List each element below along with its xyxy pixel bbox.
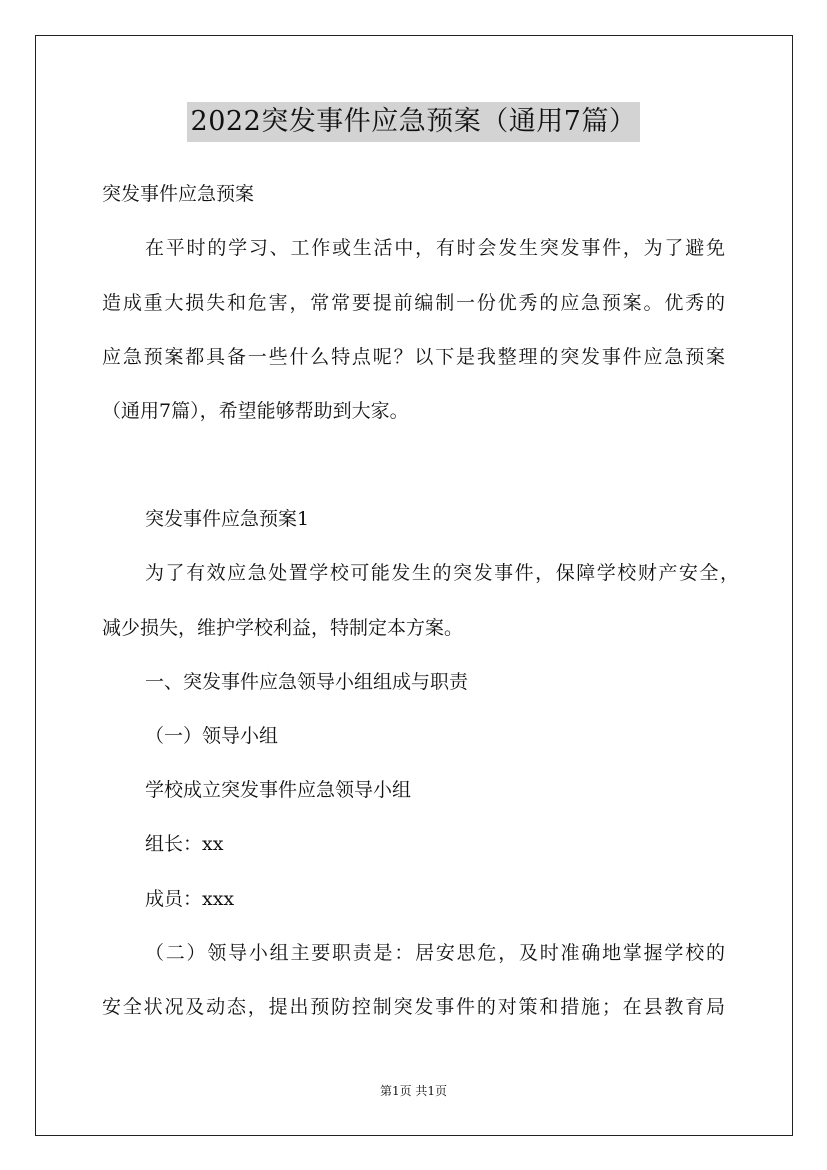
page-footer: 第1页 共1页	[379, 1084, 448, 1098]
section-para-line-2: 减少损失，维护学校利益，特制定本方案。	[102, 617, 464, 639]
section-title: 突发事件应急预案1	[145, 508, 310, 530]
intro-line-4: （通用7篇），希望能够帮助到大家。	[102, 400, 409, 422]
intro-line-2: 造成重大损失和危害，常常要提前编制一份优秀的应急预案。优秀的	[102, 292, 725, 314]
heading-1: 一、突发事件应急领导小组组成与职责	[145, 671, 469, 693]
document-title: 2022突发事件应急预案（通用7篇）	[187, 102, 641, 142]
heading-1-1: （一）领导小组	[145, 725, 279, 747]
group-established: 学校成立突发事件应急领导小组	[145, 779, 412, 801]
intro-line-3: 应急预案都具备一些什么特点呢？以下是我整理的突发事件应急预案	[102, 346, 725, 368]
group-members: 成员：xxx	[145, 888, 235, 910]
duties-line-2: 安全状况及动态，提出预防控制突发事件的对策和措施；在县教育局	[102, 996, 725, 1018]
intro-line-1: 在平时的学习、工作或生活中，有时会发生突发事件，为了避免	[145, 237, 725, 259]
document-subtitle: 突发事件应急预案	[102, 183, 255, 205]
group-leader: 组长：xx	[145, 833, 224, 855]
section-para-line-1: 为了有效应急处置学校可能发生的突发事件，保障学校财产安全，	[145, 562, 739, 584]
duties-line-1: （二）领导小组主要职责是：居安思危，及时准确地掌握学校的	[145, 942, 725, 964]
title-container	[0, 102, 827, 142]
